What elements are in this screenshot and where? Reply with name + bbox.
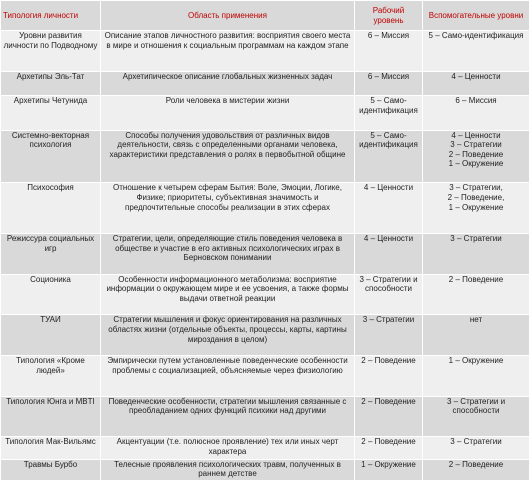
- aux-levels-cell: 6 – Миссия: [423, 96, 529, 131]
- typology-name-cell: Психософия: [1, 183, 101, 234]
- work-level-cell: 1 – Окружение: [355, 459, 423, 480]
- typology-name-cell: Типология «Кроме людей»: [1, 356, 101, 397]
- aux-levels-cell: 2 – Поведение: [423, 459, 529, 480]
- table-row: [1, 274, 529, 315]
- table-row: [1, 356, 529, 397]
- application-area-cell: Роли человека в мистерии жизни: [101, 96, 355, 131]
- table-row: [1, 31, 529, 72]
- table-row: [1, 437, 529, 459]
- aux-levels-cell: 5 – Само-идентификация: [423, 31, 529, 72]
- aux-levels-cell: 3 – Стратегии и способности: [423, 396, 529, 437]
- application-area-cell: Архетипическое описание глобальных жизненных задач: [101, 71, 355, 95]
- typology-name-cell: Соционика: [1, 274, 101, 315]
- work-level-cell: 3 – Стратегии и способности: [355, 274, 423, 315]
- application-area-cell: Отношение к четырем сферам Бытия: Воле, Эмоции, Логике, Физике; приоритеты, субъективная значимость и предпочтительные способы реализации в этих сферах: [101, 183, 355, 234]
- work-level-cell: 2 – Поведение: [355, 356, 423, 397]
- typology-name-cell: ТУАИ: [1, 315, 101, 356]
- work-level-cell: 2 – Поведение: [355, 437, 423, 459]
- application-area-cell: Эмпирически путем установленные поведенческие особенности проблемы с социализацией, объясняемые через физиологию: [101, 356, 355, 397]
- work-level-cell: 5 – Само-идентификация: [355, 130, 423, 183]
- aux-levels-cell: 3 – Стратегии: [423, 234, 529, 275]
- aux-levels-cell: 2 – Поведение: [423, 274, 529, 315]
- typology-name-cell: Архетипы Эль-Тат: [1, 71, 101, 95]
- table-row: [1, 130, 529, 183]
- aux-levels-cell: 3 – Стратегии, 2 – Поведение, 1 – Окружение: [423, 183, 529, 234]
- application-area-cell: Особенности информационного метаболизма: восприятие информации о окружающем мире и ее усвоения, а также формы выдачи ответной реакции: [101, 274, 355, 315]
- aux-levels-cell: 4 – Ценности 3 – Стратегии 2 – Поведение 1 – Окружение: [423, 130, 529, 183]
- table-row: [1, 459, 529, 480]
- typology-name-cell: Системно-векторная психология: [1, 130, 101, 183]
- work-level-cell: 4 – Ценности: [355, 183, 423, 234]
- application-area-cell: Поведенческие особенности, стратегии мышления связанные с преобладанием одних функций психики над другими: [101, 396, 355, 437]
- typology-name-cell: Уровни развития личности по Подводному: [1, 31, 101, 72]
- application-area-cell: Стратегии мышления и фокус ориентирования на различных областях жизни (отдельные объекты, процессы, карты, картины мироздания в целом): [101, 315, 355, 356]
- table-row: [1, 183, 529, 234]
- work-level-cell: 6 – Миссия: [355, 31, 423, 72]
- typology-name-cell: Травмы Бурбо: [1, 459, 101, 480]
- aux-levels-cell: 1 – Окружение: [423, 356, 529, 397]
- table-header-row: [1, 1, 529, 31]
- header-work-level: Рабочий уровень: [355, 1, 423, 31]
- typology-name-cell: Типология Юнга и MBTI: [1, 396, 101, 437]
- header-area: Область применения: [101, 1, 355, 31]
- typology-name-cell: Типология Мак-Вильямс: [1, 437, 101, 459]
- application-area-cell: Акцентуации (т.е. полюсное проявление) тех или иных черт характера: [101, 437, 355, 459]
- work-level-cell: 4 – Ценности: [355, 234, 423, 275]
- table-row: [1, 396, 529, 437]
- aux-levels-cell: 4 – Ценности: [423, 71, 529, 95]
- aux-levels-cell: нет: [423, 315, 529, 356]
- table-row: [1, 96, 529, 131]
- application-area-cell: Описание этапов личностного развития: восприятия своего места в мире и отношения к социальным программам на каждом этапе: [101, 31, 355, 72]
- work-level-cell: 5 – Само-идентификация: [355, 96, 423, 131]
- typology-name-cell: Архетипы Четунида: [1, 96, 101, 131]
- work-level-cell: 6 – Миссия: [355, 71, 423, 95]
- table-row: [1, 71, 529, 95]
- table-row: [1, 234, 529, 275]
- table-row: [1, 315, 529, 356]
- application-area-cell: Способы получения удовольствия от различных видов деятельности, связь с определенными органами человека, характеристики представления о ролях в первобытной общине: [101, 130, 355, 183]
- application-area-cell: Телесные проявления психологических травм, полученных в раннем детстве: [101, 459, 355, 480]
- work-level-cell: 2 – Поведение: [355, 396, 423, 437]
- work-level-cell: 3 – Стратегии: [355, 315, 423, 356]
- typology-name-cell: Режиссура социальных игр: [1, 234, 101, 275]
- header-typology: Типология личности: [1, 1, 101, 31]
- header-aux-levels: Вспомогательные уровни: [423, 1, 529, 31]
- aux-levels-cell: 3 – Стратегии: [423, 437, 529, 459]
- application-area-cell: Стратегии, цели, определяющие стиль поведения человека в обществе и участие в его активных психологических играх в Берновском понимании: [101, 234, 355, 275]
